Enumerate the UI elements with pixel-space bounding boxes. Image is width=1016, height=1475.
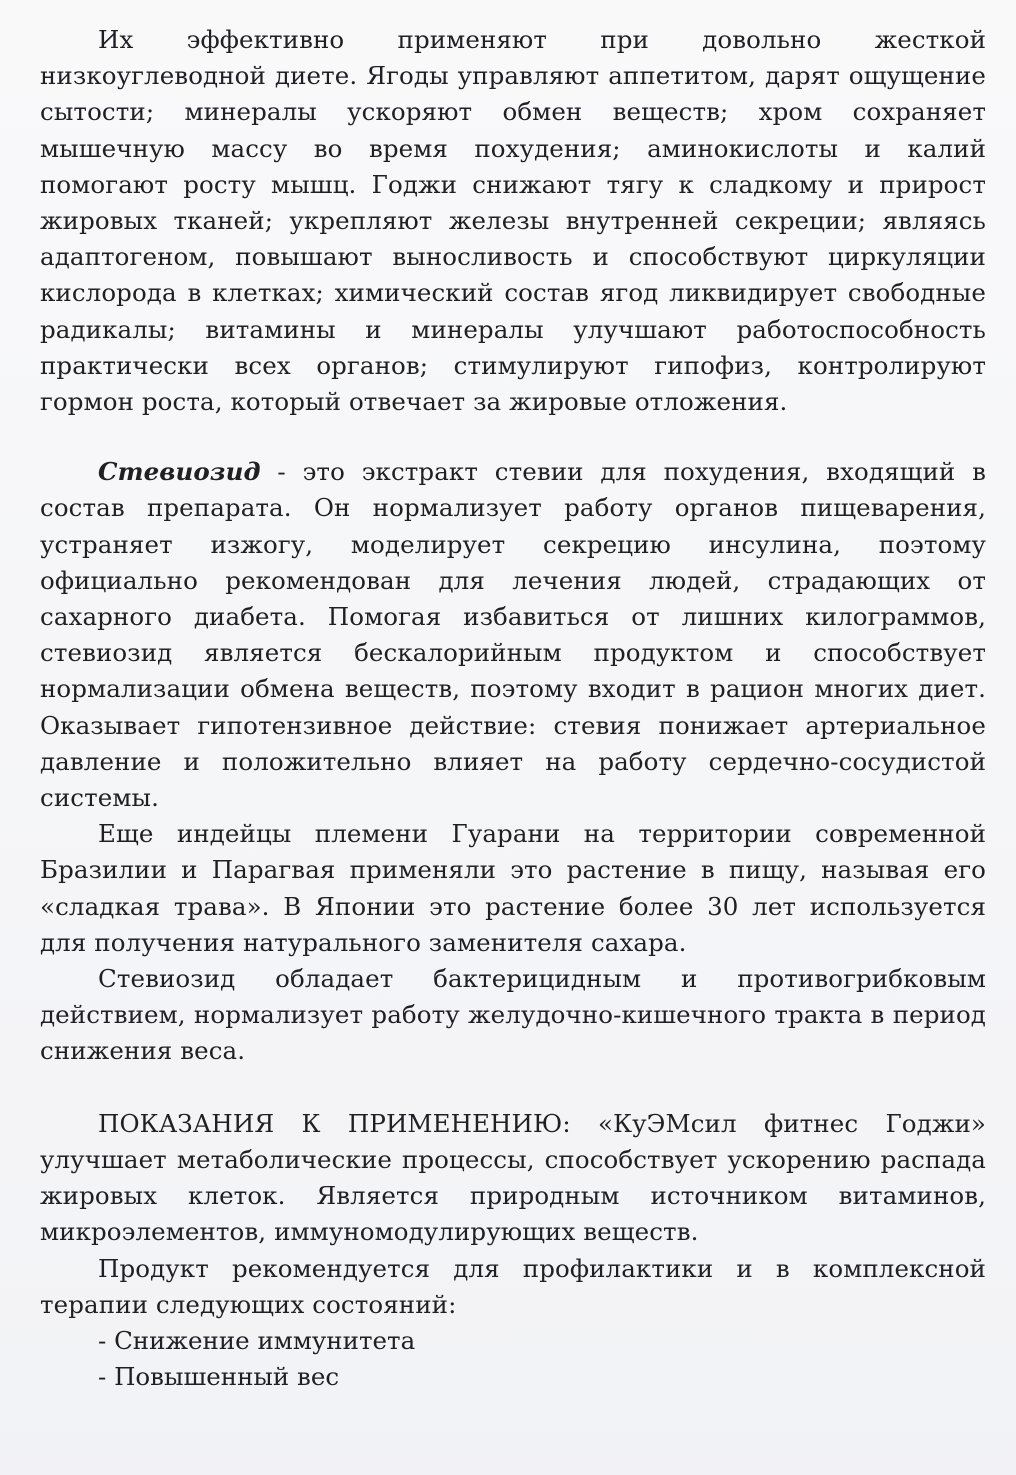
- paragraph-recommendations: Продукт рекомендуется для профилактики и в комплексной терапии следующих состояний:: [40, 1253, 986, 1319]
- stevioside-term: Стевиозид: [98, 457, 261, 487]
- paragraph-stevioside-intro: [40, 454, 986, 816]
- paragraph-spacer: [40, 1070, 986, 1106]
- paragraph-stevioside-action: Стевиозид обладает бактерицидным и противогрибковым действием, нормализует работу желудочно-кишечного тракта в период снижения веса.: [40, 964, 986, 1066]
- paragraph-indications: ПОКАЗАНИЯ К ПРИМЕНЕНИЮ: «КуЭМсил фитнес Годжи» улучшает метаболические процессы, способствует ускорению распада жировых клеток. Является природным источником витаминов, микроэлементов, иммуномодулирующих веществ.: [40, 1108, 986, 1247]
- paragraph-goji-benefits: Их эффективно применяют при довольно жесткой низкоуглеводной диете. Ягоды управляют аппетитом, дарят ощущение сытости; минералы ускоряют обмен веществ; хром сохраняет мышечную массу во время похудения; аминокислоты и калий помогают росту мышц. Годжи снижают тягу к сладкому и прирост жировых тканей; укрепляют железы внутренней секреции; являясь адаптогеном, повышают выносливость и способствуют циркуляции кислорода в клетках; химический состав ягод ликвидирует свободные радикалы; витамины и минералы улучшают работоспособность практически всех органов; стимулируют гипофиз, контролируют гормон роста, который отвечает за жировые отложения.: [40, 25, 986, 417]
- list-item-immunity: - Снижение иммунитета: [98, 1325, 416, 1355]
- list-item-weight: - Повышенный вес: [98, 1362, 340, 1392]
- stevioside-description: - это экстракт стевии для похудения, входящий в состав препарата. Он нормализует работу органов пищеварения, устраняет изжогу, моделирует секрецию инсулина, поэтому официально рекомендован для лечения людей, страдающих от сахарного диабета. Помогая избавиться от лишних килограммов, стевиозид является бескалорийным продуктом и способствует нормализации обмена веществ, поэтому входит в рацион многих диет. Оказывает гипотензивное действие: стевия понижает артериальное давление и положительно влияет на работу сердечно-сосудистой системы.: [40, 457, 986, 813]
- paragraph-spacer: [40, 420, 986, 454]
- paragraph-guarani-history: Еще индейцы племени Гуарани на территории современной Бразилии и Парагвая применяли это растение в пищу, называя его «сладкая трава». В Японии это растение более 30 лет используется для получения натурального заменителя сахара.: [40, 819, 986, 957]
